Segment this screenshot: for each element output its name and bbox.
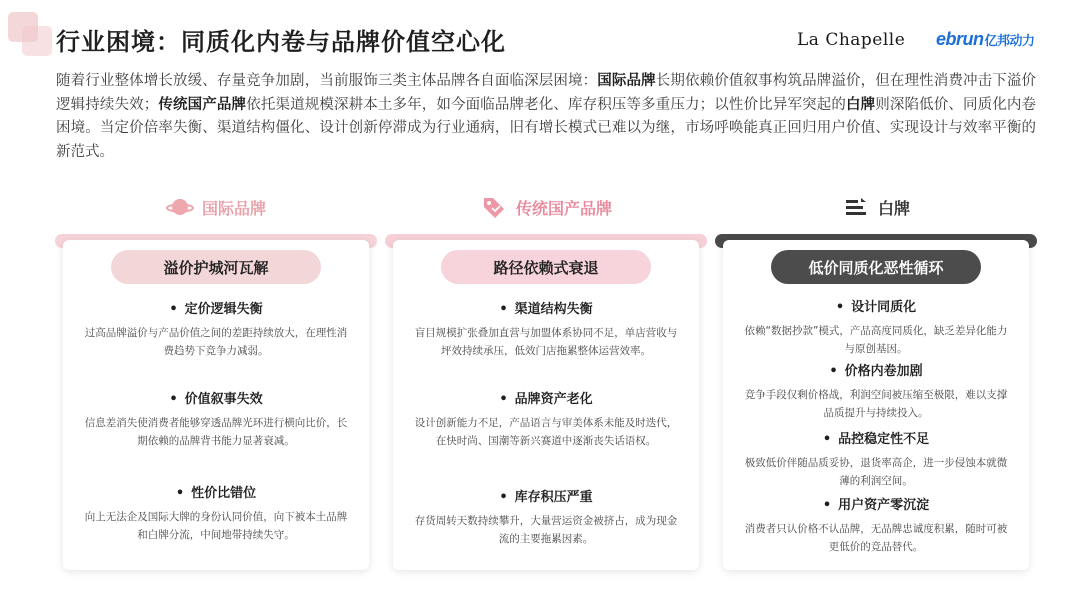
item-description: 向上无法企及国际大牌的身份认同价值，向下被本土品牌和白牌分流，中间地带持续失守。 (84, 511, 348, 541)
intro-text-2: 长期依赖价值叙事构筑品牌溢价，但在理性消费冲击下溢价逻辑持续失效； (56, 73, 1036, 113)
column-header (715, 192, 1037, 222)
column-title: 白牌 (877, 198, 910, 218)
list-item (723, 360, 1029, 422)
list-item (393, 486, 699, 548)
ebrun-logo-en: ebrun (936, 29, 984, 49)
list-item (723, 494, 1029, 556)
column-white-label (715, 192, 1037, 577)
ebrun-logo-cn: 亿邦动力 (984, 33, 1035, 48)
planet-icon (166, 193, 194, 221)
item-heading: • 性价比错位 (63, 482, 369, 501)
item-description: 盲目规模扩张叠加直营与加盟体系协同不足，单店营收与坪效持续承压，低效门店拖累整体运营效率。 (414, 327, 678, 357)
list-item (393, 298, 699, 360)
column-title: 传统国产品牌 (515, 198, 612, 218)
item-description: 设计创新能力不足，产品语言与审美体系未能及时迭代，在快时尚、国潮等新兴赛道中逐渐丧失话语权。 (414, 417, 678, 447)
item-description: 存货周转天数持续攀升，大量营运资金被挤占，成为现金流的主要拖累因素。 (414, 515, 678, 545)
card-tab-label: 低价同质化恶性循环 (771, 250, 981, 284)
item-description: 消费者只认价格不认品牌，无品牌忠诚度积累，随时可被更低价的竞品替代。 (744, 523, 1008, 553)
column-domestic-brand (385, 192, 707, 577)
page-title: 行业困境：同质化内卷与品牌价值空心化 (56, 28, 506, 56)
item-description: 过高品牌溢价与产品价值之间的差距持续放大，在理性消费趋势下竞争力减弱。 (84, 327, 348, 357)
intro-bold-international: 国际品牌 (597, 73, 656, 89)
column-card (63, 240, 369, 570)
sort-lines-icon (842, 193, 870, 221)
intro-bold-domestic: 传统国产品牌 (158, 96, 247, 113)
list-item (63, 298, 369, 360)
intro-text-3: 依托渠道规模深耕本土多年，如今面临品牌老化、库存积压等多重压力；以性价比异军突起的 (246, 96, 846, 113)
card-tab-label: 溢价护城河瓦解 (111, 250, 321, 284)
intro-text-4: 则深陷低价、同质化内卷困境。当定价倍率失衡、渠道结构僵化、设计创新停滞成为行业通病，旧有增长模式已难以为继，市场呼唤能真正回归用户价值、实现设计与效率平衡的新范式。 (56, 96, 1037, 160)
item-heading: • 价值叙事失效 (63, 388, 369, 407)
item-heading: • 品控稳定性不足 (723, 428, 1029, 447)
item-heading: • 渠道结构失衡 (393, 298, 699, 317)
intro-text-1: 随着行业整体增长放缓、存量竞争加剧，当前服饰三类主体品牌各自面临深层困境： (56, 73, 598, 89)
decor-square-front (22, 26, 52, 56)
list-item (723, 428, 1029, 490)
price-tag-icon (480, 193, 508, 221)
column-international-brand (55, 192, 377, 577)
list-item (393, 388, 699, 450)
list-item (63, 388, 369, 450)
intro-bold-whitelabel: 白牌 (845, 96, 876, 113)
column-header (55, 192, 377, 222)
item-description: 极致低价伴随品质妥协，退货率高企，进一步侵蚀本就微薄的利润空间。 (744, 457, 1008, 487)
item-heading: • 品牌资产老化 (393, 388, 699, 407)
list-item (63, 482, 369, 544)
intro-paragraph (56, 70, 1036, 164)
list-item (723, 296, 1029, 358)
item-heading: • 价格内卷加剧 (723, 360, 1029, 379)
column-card (393, 240, 699, 570)
item-heading: • 库存积压严重 (393, 486, 699, 505)
item-description: 依赖“数据抄款”模式，产品高度同质化，缺乏差异化能力与原创基因。 (744, 325, 1008, 355)
card-tab-label: 路径依赖式衰退 (441, 250, 651, 284)
item-heading: • 设计同质化 (723, 296, 1029, 315)
column-header (385, 192, 707, 222)
item-heading: • 用户资产零沉淀 (723, 494, 1029, 513)
item-heading: • 定价逻辑失衡 (63, 298, 369, 317)
la-chapelle-logo: La Chapelle (797, 30, 906, 50)
item-description: 信息差消失使消费者能够穿透品牌光环进行横向比价，长期依赖的品牌背书能力显著衰减。 (84, 417, 348, 447)
column-card (723, 240, 1029, 570)
item-description: 竞争手段仅剩价格战，利润空间被压缩至极限，难以支撑品质提升与持续投入。 (744, 389, 1008, 419)
ebrun-logo (936, 29, 1035, 50)
column-title: 国际品牌 (201, 198, 266, 218)
decorative-squares (8, 12, 56, 60)
